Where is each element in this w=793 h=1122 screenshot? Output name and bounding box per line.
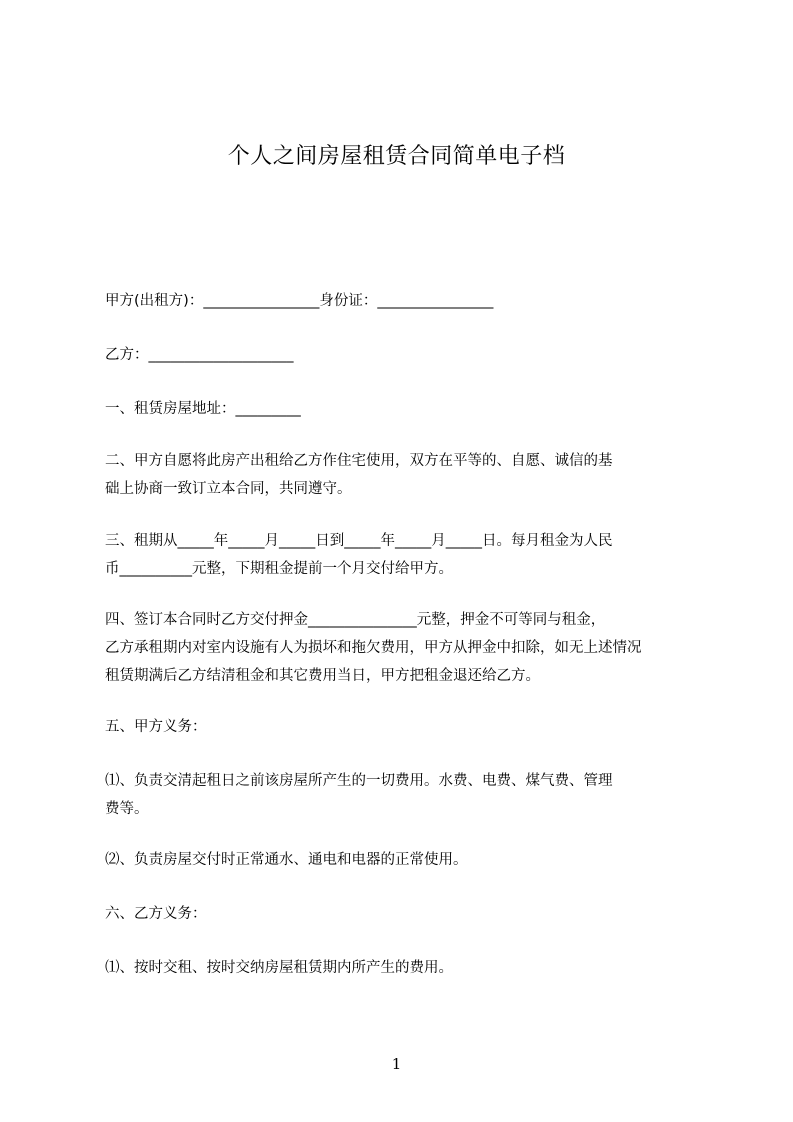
paragraph-clause-5: [105, 713, 710, 741]
text-line: 二、甲方自愿将此房产出租给乙方作住宅使用，双方在平等的、自愿、诚信的基: [105, 453, 613, 469]
text-line: 乙方：____________________: [105, 347, 294, 363]
text-line: 费等。: [105, 801, 149, 817]
text-line: 租赁期满后乙方结清租金和其它费用当日，甲方把租金退还给乙方。: [105, 668, 540, 684]
paragraph-party-b: [105, 341, 710, 369]
text-line: 一、租赁房屋地址：_________: [105, 401, 301, 417]
text-line: 六、乙方义务：: [105, 906, 207, 922]
paragraph-clause-5-1: [105, 767, 710, 823]
text-line: 五、甲方义务：: [105, 719, 207, 735]
text-line: ⑴、按时交租、按时交纳房屋租赁期内所产生的费用。: [105, 960, 453, 976]
text-line: 础上协商一致订立本合同，共同遵守。: [105, 481, 352, 497]
text-line: 三、租期从_____年_____月_____日到_____年_____月_____日。每月租金为人民: [105, 533, 613, 549]
paragraph-clause-6-1: [105, 954, 710, 982]
text-line: 币__________元整，下期租金提前一个月交付给甲方。: [105, 561, 453, 577]
paragraph-clause-1: [105, 395, 710, 423]
page-title: 个人之间房屋租赁合同简单电子档: [227, 144, 566, 169]
paragraph-clause-3: [105, 527, 710, 583]
paragraph-clause-6: [105, 900, 710, 928]
text-line: 乙方承租期内对室内设施有人为损坏和拖欠费用，甲方从押金中扣除，如无上述情况: [105, 640, 642, 656]
text-line: 四、签订本合同时乙方交付押金_______________元整，押金不可等同与租金，: [105, 612, 606, 628]
paragraph-clause-2: [105, 447, 710, 503]
paragraph-clause-4: [105, 606, 710, 690]
text-line: 甲方(出租方)：________________身份证：________________: [105, 293, 494, 309]
text-line: ⑴、负责交清起租日之前该房屋所产生的一切费用。水费、电费、煤气费、管理: [105, 773, 613, 789]
paragraph-party-a: [105, 287, 710, 315]
page-number: 1: [391, 1055, 402, 1073]
text-line: ⑵、负责房屋交付时正常通水、通电和电器的正常使用。: [105, 852, 468, 868]
paragraph-clause-5-2: [105, 846, 710, 874]
